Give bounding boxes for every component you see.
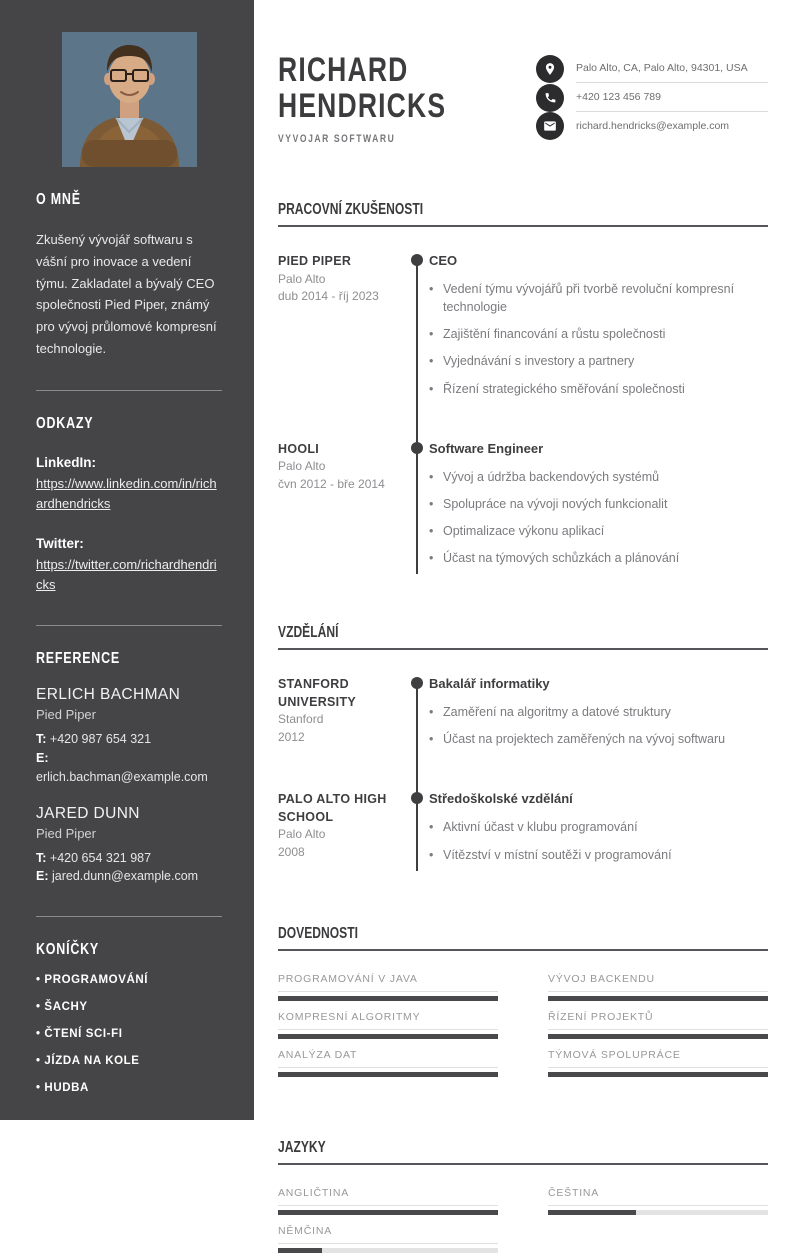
bullet-item: • Účast na týmových schůzkách a plánování (429, 549, 768, 567)
school-dates: 2012 (278, 729, 305, 744)
company-name: HOOLI (278, 441, 320, 456)
timeline-dot (411, 254, 423, 266)
language-item (548, 1187, 768, 1215)
language-bar (278, 1210, 498, 1215)
skill-item (548, 1011, 768, 1039)
skill-bar (548, 1034, 768, 1039)
company-location: Palo Alto (278, 459, 326, 474)
bullet-item: • Zajištění financování a růstu společnosti (429, 325, 768, 343)
sidebar-divider (36, 916, 222, 917)
profile-photo (62, 32, 197, 167)
heading-rule (278, 1163, 768, 1165)
school-name: PALO ALTO HIGH SCHOOL (278, 792, 387, 824)
experience-heading: PRACOVNÍ ZKUŠENOSTI (278, 201, 424, 219)
links-heading: ODKAZY (36, 414, 94, 432)
hobby-item: • PROGRAMOVÁNÍ (36, 974, 222, 986)
sidebar-divider (36, 390, 222, 391)
skill-item (278, 973, 498, 1001)
contact-email-row (536, 112, 768, 140)
entry-info (278, 441, 405, 577)
education-section (278, 624, 768, 873)
skill-bar-fill (548, 1072, 768, 1077)
link-item-twitter (36, 534, 222, 595)
education-entry (278, 676, 768, 757)
skill-bar-fill (278, 1034, 498, 1039)
hobby-item: • ŠACHY (36, 1001, 222, 1013)
sidebar-divider (36, 625, 222, 626)
skill-item (548, 973, 768, 1001)
entry-detail (429, 676, 768, 757)
school-name: STANFORD UNIVERSITY (278, 677, 357, 709)
timeline-dot (411, 677, 423, 689)
language-bar (548, 1210, 768, 1215)
company-name: PIED PIPER (278, 254, 352, 269)
avatar-illustration (62, 32, 197, 167)
degree-title: Středoškolské vzdělání (429, 791, 573, 807)
job-title: VYVOJAR SOFTWARU (278, 133, 396, 146)
reference-email: E: jared.dunn@example.com (36, 869, 199, 884)
bullet-item: • Vývoj a údržba backendových systémů (429, 468, 768, 486)
skill-item (278, 1011, 498, 1039)
bullet-list (429, 280, 768, 398)
contact-block (536, 52, 768, 145)
language-bar (278, 1248, 498, 1253)
skill-bar (278, 1034, 498, 1039)
link-label: Twitter: (36, 536, 84, 552)
contact-email: richard.hendricks@example.com (576, 120, 730, 132)
bullet-item: • Aktivní účast v klubu programování (429, 818, 768, 836)
link-item-linkedin (36, 453, 222, 514)
contact-phone: +420 123 456 789 (576, 83, 768, 112)
skill-label: PROGRAMOVÁNÍ V JAVA (278, 973, 498, 992)
reference-phone: T: +420 654 321 987 (36, 850, 152, 865)
skill-bar-fill (548, 1034, 768, 1039)
entry-info (278, 676, 405, 757)
reference-name: ERLICH BACHMAN (36, 686, 181, 704)
about-text: Zkušený vývojář softwaru s vášní pro inovace a vedení týmu. Zakladatel a bývalý CEO společnosti Pied Piper, známý pro vývoj průlomové kompresní technologie. (36, 232, 217, 357)
skill-bar-fill (548, 996, 768, 1001)
skill-bar (278, 1072, 498, 1077)
education-timeline (278, 676, 768, 873)
reference-item (36, 686, 222, 786)
heading-rule (278, 949, 768, 951)
language-label: ANGLIČTINA (278, 1187, 498, 1206)
language-label: ČEŠTINA (548, 1187, 768, 1206)
skill-label: ANALÝZA DAT (278, 1049, 498, 1068)
bullet-item: • Vedení týmu vývojářů při tvorbě revoluční kompresní technologie (429, 280, 768, 316)
references-heading: REFERENCE (36, 650, 120, 668)
links-section (36, 415, 222, 595)
role-title: Software Engineer (429, 440, 544, 456)
hobby-item: • HUDBA (36, 1082, 222, 1094)
bullet-list (429, 468, 768, 568)
entry-info (278, 791, 405, 872)
skill-label: VÝVOJ BACKENDU (548, 973, 768, 992)
role-title: CEO (429, 253, 458, 269)
link-label: LinkedIn: (36, 454, 96, 470)
skill-bar-fill (278, 1072, 498, 1077)
company-dates: čvn 2012 - bře 2014 (278, 476, 385, 491)
bullet-item: • Účast na projektech zaměřených na vývoj softwaru (429, 730, 768, 748)
degree-title: Bakalář informatiky (429, 676, 550, 692)
skill-label: KOMPRESNÍ ALGORITMY (278, 1011, 498, 1030)
skill-item (548, 1049, 768, 1077)
company-location: Palo Alto (278, 271, 326, 286)
languages-heading: JAZYKY (278, 1138, 326, 1156)
bullet-item: • Vyjednávání s investory a partnery (429, 352, 768, 370)
experience-timeline (278, 253, 768, 576)
language-item (278, 1225, 498, 1253)
bullet-item: • Vítězství v místní soutěži v programování (429, 846, 768, 864)
reference-item (36, 805, 222, 887)
skill-bar (548, 1072, 768, 1077)
bullet-item: • Optimalizace výkonu aplikací (429, 522, 768, 540)
timeline-dot (411, 792, 423, 804)
language-bar-fill (278, 1210, 498, 1215)
twitter-link[interactable]: https://twitter.com/richardhendricks (36, 557, 217, 593)
skill-bar-fill (278, 996, 498, 1001)
about-heading: O MNĚ (36, 191, 81, 208)
hobby-list (36, 974, 222, 1094)
skill-bar (548, 996, 768, 1001)
entry-detail (429, 441, 768, 577)
bullet-item: • Řízení strategického směřování společnosti (429, 380, 768, 398)
language-label: NĚMČINA (278, 1225, 498, 1244)
experience-entry (278, 441, 768, 577)
about-section (36, 191, 222, 360)
hobby-item: • JÍZDA NA KOLE (36, 1055, 222, 1067)
contact-location: Palo Alto, CA, Palo Alto, 94301, USA (576, 54, 768, 83)
languages-section (278, 1139, 768, 1253)
skill-label: ŘÍZENÍ PROJEKTŮ (548, 1011, 768, 1030)
phone-icon (536, 84, 564, 112)
last-name: HENDRICKS (278, 87, 447, 126)
school-dates: 2008 (278, 844, 305, 859)
linkedin-link[interactable]: https://www.linkedin.com/in/richardhendricks (36, 475, 217, 512)
skills-section (278, 925, 768, 1077)
reference-company: Pied Piper (36, 825, 96, 841)
entry-detail (429, 253, 768, 407)
school-location: Stanford (278, 712, 324, 727)
skill-bar (278, 996, 498, 1001)
experience-section (278, 201, 768, 576)
bullet-list (429, 818, 768, 863)
heading-rule (278, 648, 768, 650)
skill-item (278, 1049, 498, 1077)
bullet-item: • Spolupráce na vývoji nových funkcionalit (429, 495, 768, 513)
name-block (278, 52, 494, 145)
resume-header (278, 52, 768, 145)
language-bar-fill (278, 1248, 322, 1253)
languages-grid (278, 1187, 768, 1253)
education-entry (278, 791, 768, 872)
experience-entry (278, 253, 768, 407)
bullet-list (429, 703, 768, 748)
reference-company: Pied Piper (36, 707, 96, 723)
hobbies-heading: KONÍČKY (36, 941, 100, 959)
contact-location-row (536, 54, 768, 83)
skills-heading: DOVEDNOSTI (278, 924, 358, 942)
reference-phone: T: +420 987 654 321 (36, 732, 152, 747)
hobbies-section (36, 941, 222, 1094)
reference-name: JARED DUNN (36, 804, 140, 822)
location-icon (536, 55, 564, 83)
main-content (254, 0, 794, 1237)
language-bar-fill (548, 1210, 636, 1215)
entry-detail (429, 791, 768, 872)
email-icon (536, 112, 564, 140)
language-item (278, 1187, 498, 1215)
entry-info (278, 253, 405, 407)
company-dates: dub 2014 - říj 2023 (278, 288, 379, 303)
bullet-item: • Zaměření na algoritmy a datové struktury (429, 703, 768, 721)
skills-grid (278, 973, 768, 1077)
education-heading: VZDĚLÁNÍ (278, 624, 339, 642)
school-location: Palo Alto (278, 827, 326, 842)
first-name: RICHARD (278, 51, 409, 89)
sidebar (0, 0, 254, 1120)
heading-rule (278, 225, 768, 227)
hobby-item: • ČTENÍ SCI-FI (36, 1028, 222, 1040)
references-section (36, 650, 222, 886)
timeline-dot (411, 442, 423, 454)
reference-email: E: erlich.bachman@example.com (36, 751, 208, 784)
skill-label: TÝMOVÁ SPOLUPRÁCE (548, 1049, 768, 1068)
contact-phone-row (536, 83, 768, 112)
